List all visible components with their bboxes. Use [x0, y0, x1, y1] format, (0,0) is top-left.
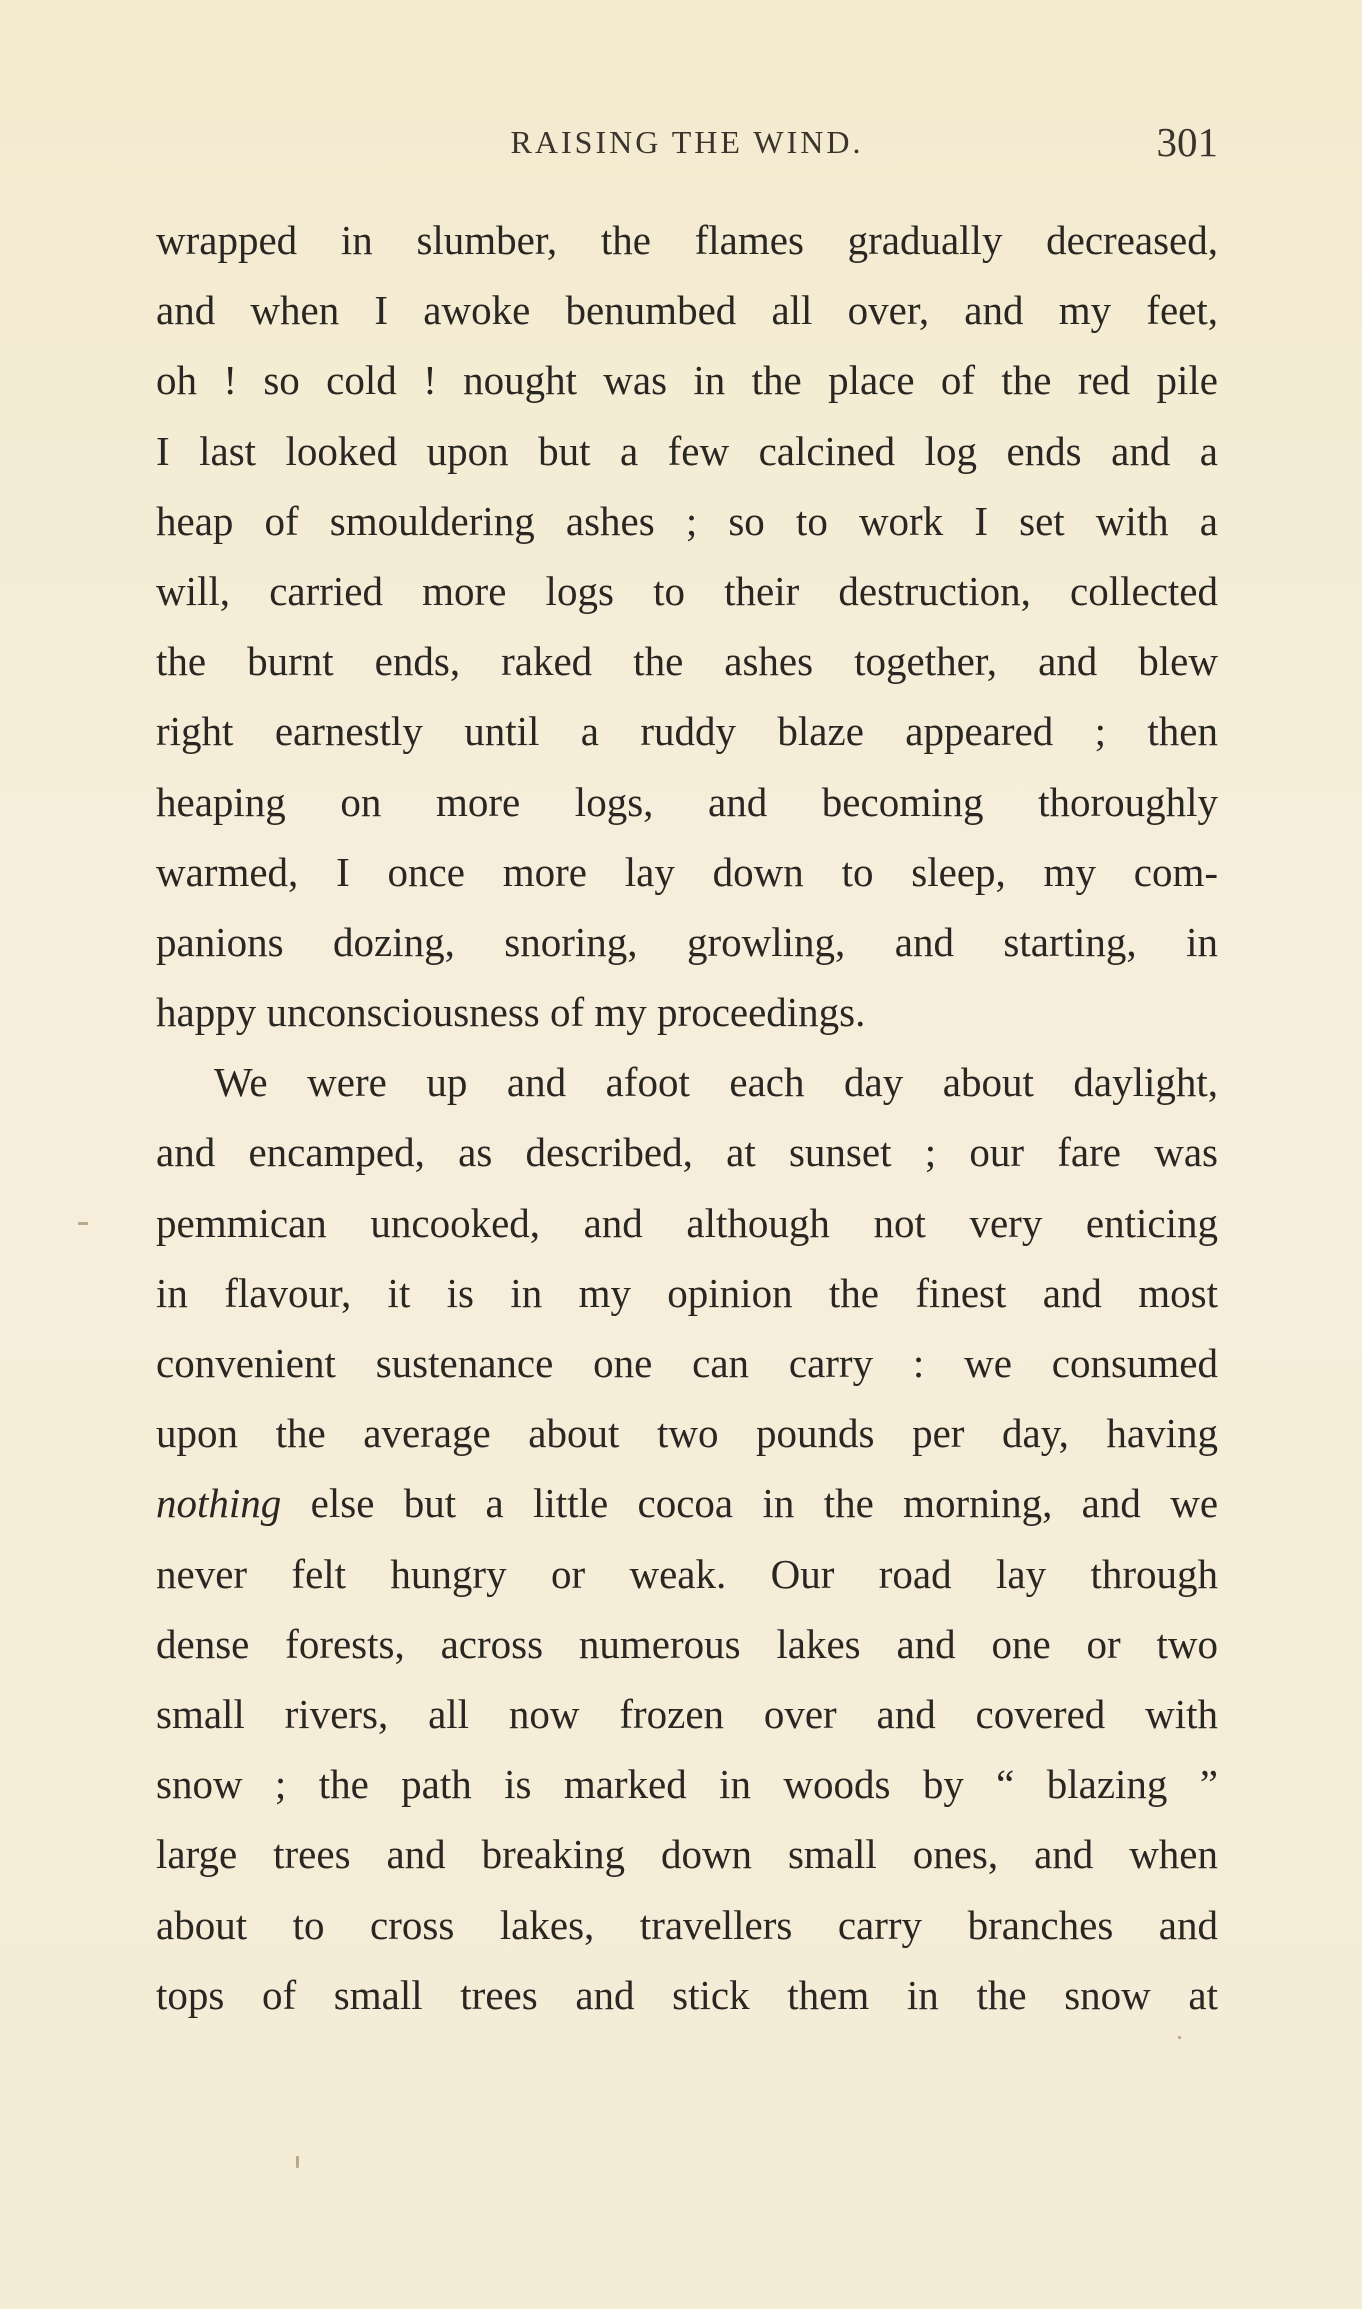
text-line: will, carried more logs to their destruction, collected	[156, 567, 1218, 614]
text-line: upon the average about two pounds per day, having	[156, 1410, 1218, 1457]
text-line: oh ! so cold ! nought was in the place of the red pile	[156, 357, 1218, 404]
text-line: about to cross lakes, travellers carry branches and	[156, 1901, 1218, 1948]
text-line: pemmican uncooked, and although not very enticing	[156, 1199, 1218, 1246]
text-line: convenient sustenance one can carry : we consumed	[156, 1340, 1218, 1386]
text-line: never felt hungry or weak. Our road lay through	[156, 1550, 1218, 1597]
text-line: warmed, I once more lay down to sleep, my com-	[156, 848, 1218, 895]
text-line: tops of small trees and stick them in the snow at	[156, 1971, 1218, 2018]
paper-speck	[78, 1222, 88, 1225]
text-line: snow ; the path is marked in woods by “ blazing ”	[156, 1761, 1218, 1808]
text-line: heap of smouldering ashes ; so to work I set with a	[156, 497, 1218, 544]
text-line: panions dozing, snoring, growling, and starting, in	[156, 918, 1218, 965]
body-text	[156, 205, 1218, 2030]
text-line: happy unconsciousness of my proceedings.	[156, 989, 866, 1036]
text-line: wrapped in slumber, the flames gradually decreased,	[156, 217, 1218, 263]
text-line: We were up and afoot each day about daylight,	[214, 1059, 1218, 1106]
text-line: small rivers, all now frozen over and covered with	[156, 1690, 1218, 1737]
page-number: 301	[1156, 119, 1218, 165]
text-line: and when I awoke benumbed all over, and my feet,	[156, 287, 1218, 334]
text-line: dense forests, across numerous lakes and one or two	[156, 1620, 1218, 1667]
text-line: and encamped, as described, at sunset ; our fare was	[156, 1129, 1218, 1176]
text-line: heaping on more logs, and becoming thoroughly	[156, 778, 1218, 825]
running-title: RAISING THE WIND.	[510, 124, 864, 160]
paper-speck	[1178, 2036, 1181, 2039]
text-line: I last looked upon but a few calcined log ends and a	[156, 427, 1218, 474]
paper-speck	[296, 2156, 299, 2168]
text-line-with-emphasis	[156, 1468, 1218, 1538]
text-line-rest: else but a little cocoa in the morning, and we	[310, 1480, 1219, 1527]
running-head	[156, 118, 1218, 168]
text-line: the burnt ends, raked the ashes together, and blew	[156, 638, 1218, 685]
text-line: right earnestly until a ruddy blaze appeared ; then	[156, 708, 1218, 755]
text-line: large trees and breaking down small ones, and when	[156, 1831, 1218, 1878]
text-line: in flavour, it is in my opinion the finest and most	[156, 1269, 1218, 1316]
italic-word: nothing	[156, 1480, 282, 1527]
